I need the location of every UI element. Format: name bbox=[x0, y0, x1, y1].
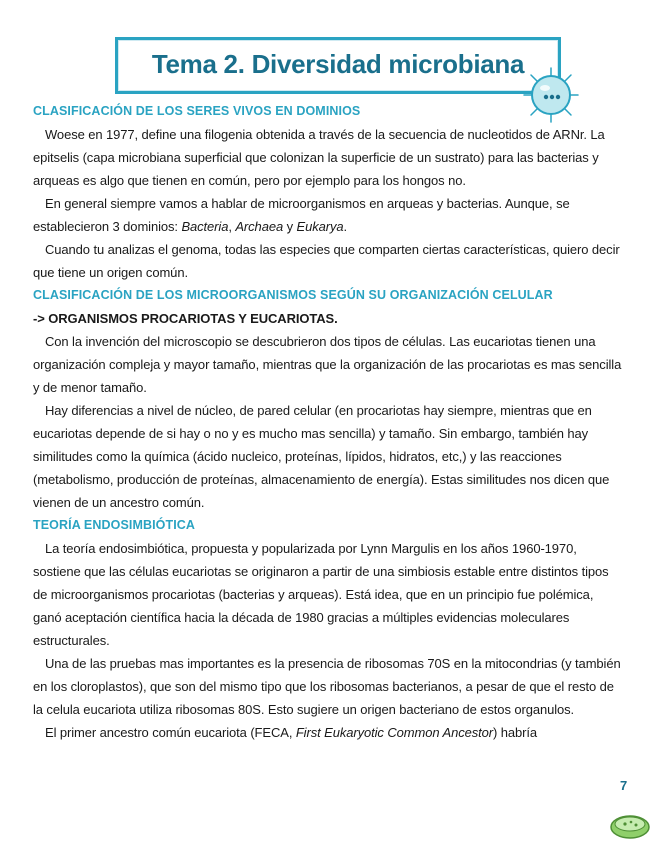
subheading: -> ORGANISMOS PROCARIOTAS Y EUCARIOTAS. bbox=[33, 311, 338, 326]
paragraph: En general siempre vamos a hablar de microorganismos en arqueas y bacterias. Aunque, se establecieron 3 dominios: Bacteria, Archaea y Eukarya. bbox=[33, 196, 570, 234]
paragraph: Una de las pruebas mas importantes es la presencia de ribosomas 70S en la mitocondrias (y también en los cloroplastos), que son del mismo tipo que los ribosomas bacterianos, a pesar de que el resto de la celula eucariota utiliza ribosomas 80S. Esto sugiere un origen bacteriano de estos organulos. bbox=[33, 656, 621, 717]
paragraph: Con la invención del microscopio se descubrieron dos tipos de células. Las eucariotas tienen una organización compleja y mayor tamaño, mientras que la organización de las procariotas es mas sencilla y de menor tamaño. bbox=[33, 334, 622, 395]
page-number: 7 bbox=[620, 778, 628, 793]
paragraph: Hay diferencias a nivel de núcleo, de pared celular (en procariotas hay siempre, mientras que en eucariotas depende de si hay o no y es mucho mas sencilla) y tamaño. Sin embargo, también hay similitudes como la química (ácido nucleico, proteínas, lípidos, hidratos, etc,) y las reacciones (metabolismo, producción de proteínas, almacenamiento de energía). Estas similitudes nos dicen que vienen de un ancestro común. bbox=[33, 403, 610, 510]
paragraph: Cuando tu analizas el genoma, todas las especies que comparten ciertas características, quiero decir que tiene un origen común. bbox=[33, 242, 620, 280]
section-heading-endosimbiotica: TEORÍA ENDOSIMBIÓTICA bbox=[33, 518, 196, 532]
petri-dish-icon bbox=[609, 797, 651, 843]
section-heading-dominios: CLASIFICACIÓN DE LOS SERES VIVOS EN DOMINIOS bbox=[33, 104, 361, 118]
paragraph: El primer ancestro común eucariota (FECA, First Eukaryotic Common Ancestor) habría bbox=[45, 725, 538, 740]
page-title: Tema 2. Diversidad microbiana bbox=[151, 49, 525, 79]
title-box bbox=[115, 37, 561, 94]
page-content bbox=[33, 100, 623, 744]
paragraph: Woese en 1977, define una filogenia obtenida a través de la secuencia de nucleotidos de ARNr. La epitselis (capa microbiana superficial que colonizan la superficie de un sustrato) para las bacterias y arqueas es algo que tienen en común, pero por ejemplo para los hongos no. bbox=[33, 127, 605, 188]
section-heading-organizacion: CLASIFICACIÓN DE LOS MICROORGANISMOS SEGÚN SU ORGANIZACIÓN CELULAR bbox=[33, 288, 553, 302]
paragraph: La teoría endosimbiótica, propuesta y popularizada por Lynn Margulis en los años 1960-1970, sostiene que las células eucariotas se originaron a partir de una simbiosis estable entre distintos tipos de microorganismos procariotas (bacterias y arqueas). Está idea, que en un principio fue polémica, ganó aceptación científica hacia la década de 1980 gracias a múltiples evidencias moleculares estructurales. bbox=[33, 541, 609, 648]
